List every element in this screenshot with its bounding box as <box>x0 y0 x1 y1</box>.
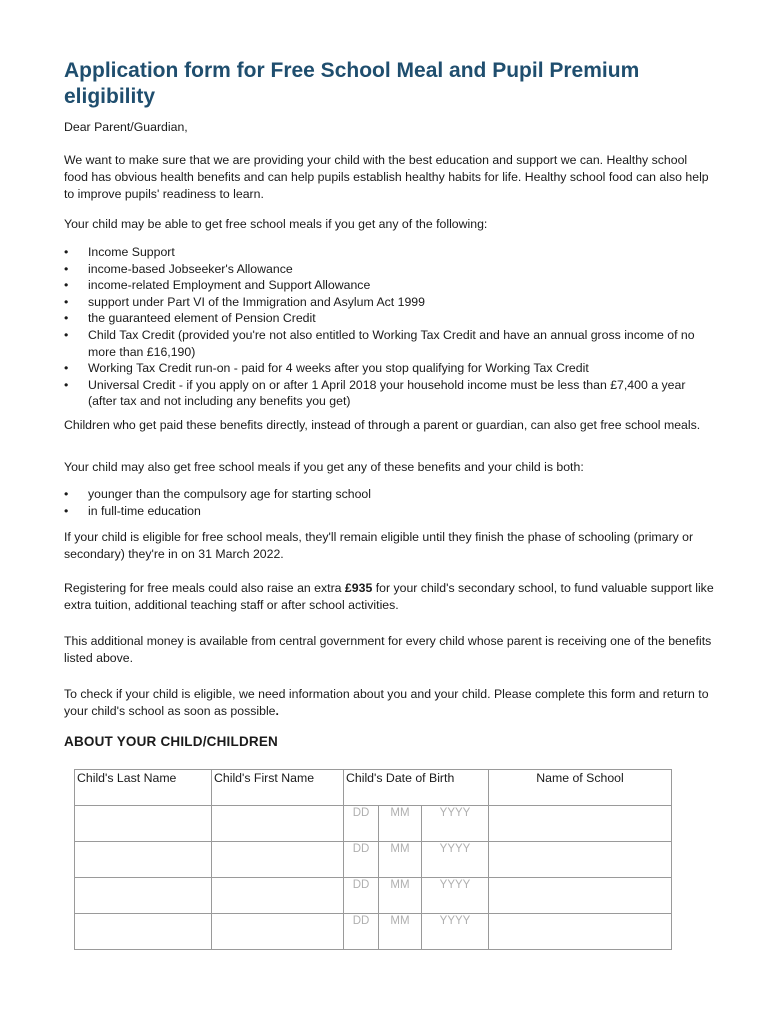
dob-day-field[interactable]: DD <box>344 842 379 877</box>
dob-field <box>344 842 489 878</box>
list-item: • Working Tax Credit run-on - paid for 4 weeks after you stop qualifying for Working Tax Credit <box>64 361 589 376</box>
dob-year-field[interactable]: YYYY <box>439 843 471 855</box>
dob-month-field[interactable]: MM <box>379 842 422 877</box>
dob-field <box>344 806 489 842</box>
dob-field <box>344 878 489 914</box>
list-item: • the guaranteed element of Pension Credit <box>64 311 316 326</box>
check-paragraph: To check if your child is eligible, we need information about you and your child. Please complete this form and return to your child's school as soon as possible. <box>64 687 709 718</box>
direct-paid-paragraph: Children who get paid these benefits directly, instead of through a parent or guardian, can also get free school meals. <box>64 418 701 432</box>
school-name-field[interactable] <box>489 878 672 914</box>
dob-year-field[interactable]: YYYY <box>439 915 471 927</box>
first-name-field[interactable] <box>212 914 344 950</box>
central-gov-paragraph: This additional money is available from central government for every child whose parent is receiving one of the benefits listed above. <box>64 634 712 665</box>
dob-year-field[interactable]: YYYY <box>439 807 471 819</box>
school-name-field[interactable] <box>489 914 672 950</box>
last-name-field[interactable] <box>75 842 212 878</box>
first-name-field[interactable] <box>212 878 344 914</box>
list-item: • younger than the compulsory age for starting school <box>64 487 371 501</box>
dob-day-field[interactable]: DD <box>344 878 379 913</box>
children-table <box>74 769 672 950</box>
list-item: • Universal Credit - if you apply on or after 1 April 2018 your household income must be less than £7,400 a year (after tax and not including any benefits you get) <box>64 377 686 409</box>
intro-paragraph: We want to make sure that we are providing your child with the best education and support we can. Healthy school food has obvious health benefits and can help pupils establish healthy habits for life. Healthy school food can also help to improve pupils' readiness to learn. <box>64 153 709 201</box>
section-heading: ABOUT YOUR CHILD/CHILDREN <box>64 734 278 749</box>
benefits-lead: Your child may be able to get free school meals if you get any of the following: <box>64 217 488 231</box>
table-row <box>75 842 672 878</box>
remain-eligible-paragraph: If your child is eligible for free school meals, they'll remain eligible until they finish the phase of schooling (primary or secondary) they're in on 31 March 2022. <box>64 530 694 561</box>
list-item: • income-based Jobseeker's Allowance <box>64 261 293 276</box>
dob-day-field[interactable]: DD <box>344 806 379 841</box>
last-name-field[interactable] <box>75 878 212 914</box>
list-item: • income-related Employment and Support Allowance <box>64 278 371 293</box>
header-last-name: Child's Last Name <box>75 770 212 806</box>
list-item: • Income Support <box>64 245 175 259</box>
benefits-list <box>64 244 714 410</box>
page-title: Application form for Free School Meal and Pupil Premium eligibility <box>64 59 640 108</box>
dob-month-field[interactable]: MM <box>379 914 422 949</box>
list-item: • Child Tax Credit (provided you're not also entitled to Working Tax Credit and have an annual gross income of no more than £16,190) <box>64 327 695 359</box>
dob-day-field[interactable]: DD <box>344 914 379 949</box>
dob-field <box>344 914 489 950</box>
also-list <box>64 486 714 519</box>
header-school: Name of School <box>489 770 672 806</box>
list-item: • support under Part VI of the Immigration and Asylum Act 1999 <box>64 294 425 309</box>
last-name-field[interactable] <box>75 914 212 950</box>
first-name-field[interactable] <box>212 806 344 842</box>
header-first-name: Child's First Name <box>212 770 344 806</box>
table-row <box>75 878 672 914</box>
extra-amount: £935 <box>344 581 373 595</box>
dob-month-field[interactable]: MM <box>379 878 422 913</box>
school-name-field[interactable] <box>489 806 672 842</box>
table-row <box>75 806 672 842</box>
last-name-field[interactable] <box>75 806 212 842</box>
list-item: • in full-time education <box>64 503 201 518</box>
school-name-field[interactable] <box>489 842 672 878</box>
also-lead: Your child may also get free school meals if you get any of these benefits and your child is both: <box>64 460 584 474</box>
salutation: Dear Parent/Guardian, <box>64 120 188 134</box>
table-row <box>75 914 672 950</box>
header-dob: Child's Date of Birth <box>344 770 489 806</box>
dob-year-field[interactable]: YYYY <box>439 879 471 891</box>
extra-funding-paragraph: Registering for free meals could also raise an extra £935 for your child's secondary school, to fund valuable support like extra tuition, additional teaching staff or after school activities. <box>64 581 714 612</box>
dob-month-field[interactable]: MM <box>379 806 422 841</box>
first-name-field[interactable] <box>212 842 344 878</box>
